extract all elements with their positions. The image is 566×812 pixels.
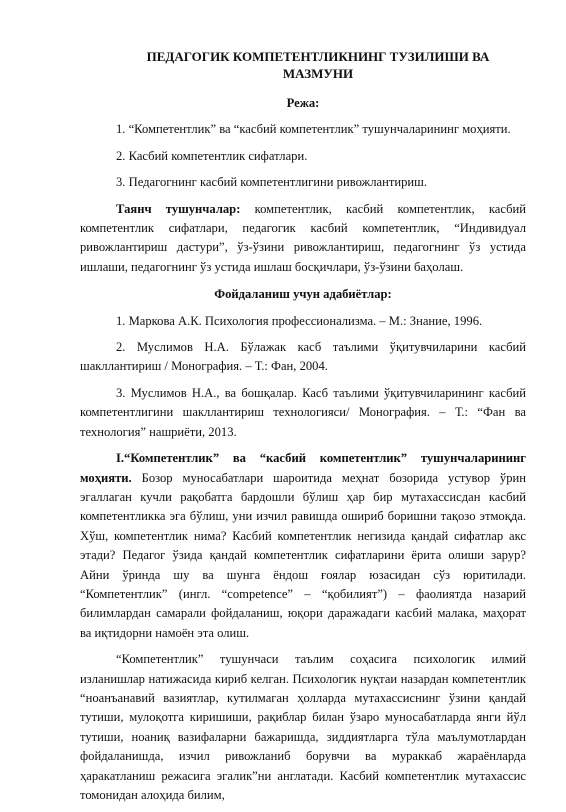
section1-paragraph xyxy=(80,449,526,643)
key-terms-text: компетентлик, касбий компетентлик, касбий компетентлик сифатлари, педагогик касбий компетентлик, “Индивидуал ривожлантириш дастури”, ўз-ўзини ривожлантириш, педагогнинг ўз устида ишлаши, педагогнинг ўз устида ишлаш босқичлари, ўз-ўзини баҳолаш. xyxy=(80,201,527,274)
literature-item: 1. Маркова А.К. Психология профессионализма. – М.: Знание, 1996. xyxy=(116,313,483,328)
literature-item: 2. Муслимов Н.А. Бўлажак касб таълими ўқитувчиларини касбий шакллантириш / Монография. – Т.: Фан, 2004. xyxy=(80,340,526,374)
section1-heading: I.“Компетентлик” ва “касбий компетентлик” тушунчаларининг моҳияти. xyxy=(80,451,526,485)
section1-text: Бозор муносабатлари шароитида меҳнат бозорида устувор ўрин эгаллаган кучли рақобатга бардошли бўлиш ҳар бир мутахассисдан касбий компетентликка эга бўлиш, уни изчил равишда ошириб боришни тақозо этмоқда. Хўш, компетентлик нима? Касбий компетентлик негизида қандай сифатлар акс этади? Педагог ўзида қандай компетентлик сифатларини ёрита олиши зарур? Айни ўринда шу ва шунга ёндош ғоялар юзасидан сўз юритилади. “Компетентлик” (ингл. “competence” – “қобилият”) – фаолиятда назарий билимлардан самарали фойдаланиш, юқори даражадаги касбий малака, маҳорат ва иқтидорни намоён эта олиш. xyxy=(80,470,526,640)
plan-item: 3. Педагогнинг касбий компетентлигини ривожлантириш. xyxy=(116,175,427,190)
title-line-2: МАЗМУНИ xyxy=(282,66,354,81)
key-terms-label: Таянч тушунчалар: xyxy=(116,201,241,216)
literature-item: 3. Муслимов Н.А., ва бошқалар. Касб таълими ўқитувчиларининг касбий компетентлигини шакллантириш технологияси/ Монография. – Т.: “Фан ва технология” нашриёти, 2013. xyxy=(80,385,526,439)
plan-heading: Режа: xyxy=(286,96,320,110)
key-terms-paragraph xyxy=(80,200,526,278)
document-page xyxy=(80,48,526,812)
plan-item: 2. Касбий компетентлик сифатлари. xyxy=(116,148,308,163)
literature-heading: Фойдаланиш учун адабиётлар: xyxy=(214,287,392,302)
title-line-1: ПЕДАГОГИК КОМПЕТЕНТЛИКНИНГ ТУЗИЛИШИ ВА xyxy=(146,49,490,64)
body-paragraph: “Компетентлик” тушунчаси таълим соҳасига психологик илмий изланишлар натижасида кириб келган. Психологик нуқтаи назардан компетентлик “ноанъанавий вазиятлар, кутилмаган ҳолларда мутахассиснинг ўзини қандай тутиши, мулоқотга киришиши, рақиблар билан ўзаро муносабатларда янги йўл тутиши, ноаниқ вазифаларни бажаришда, зиддиятларга тўла маълумотлардан фойдаланишда, изчил ривожланиб борувчи ва мураккаб жараёнларда ҳаракатланиш режасига эгалик”ни англатади. Касбий компетентлик мутахассис томонидан алоҳида билим, xyxy=(80,652,526,802)
plan-item: 1. “Компетентлик” ва “касбий компетентлик” тушунчаларининг моҳияти. xyxy=(116,122,511,137)
document-title xyxy=(80,48,526,82)
